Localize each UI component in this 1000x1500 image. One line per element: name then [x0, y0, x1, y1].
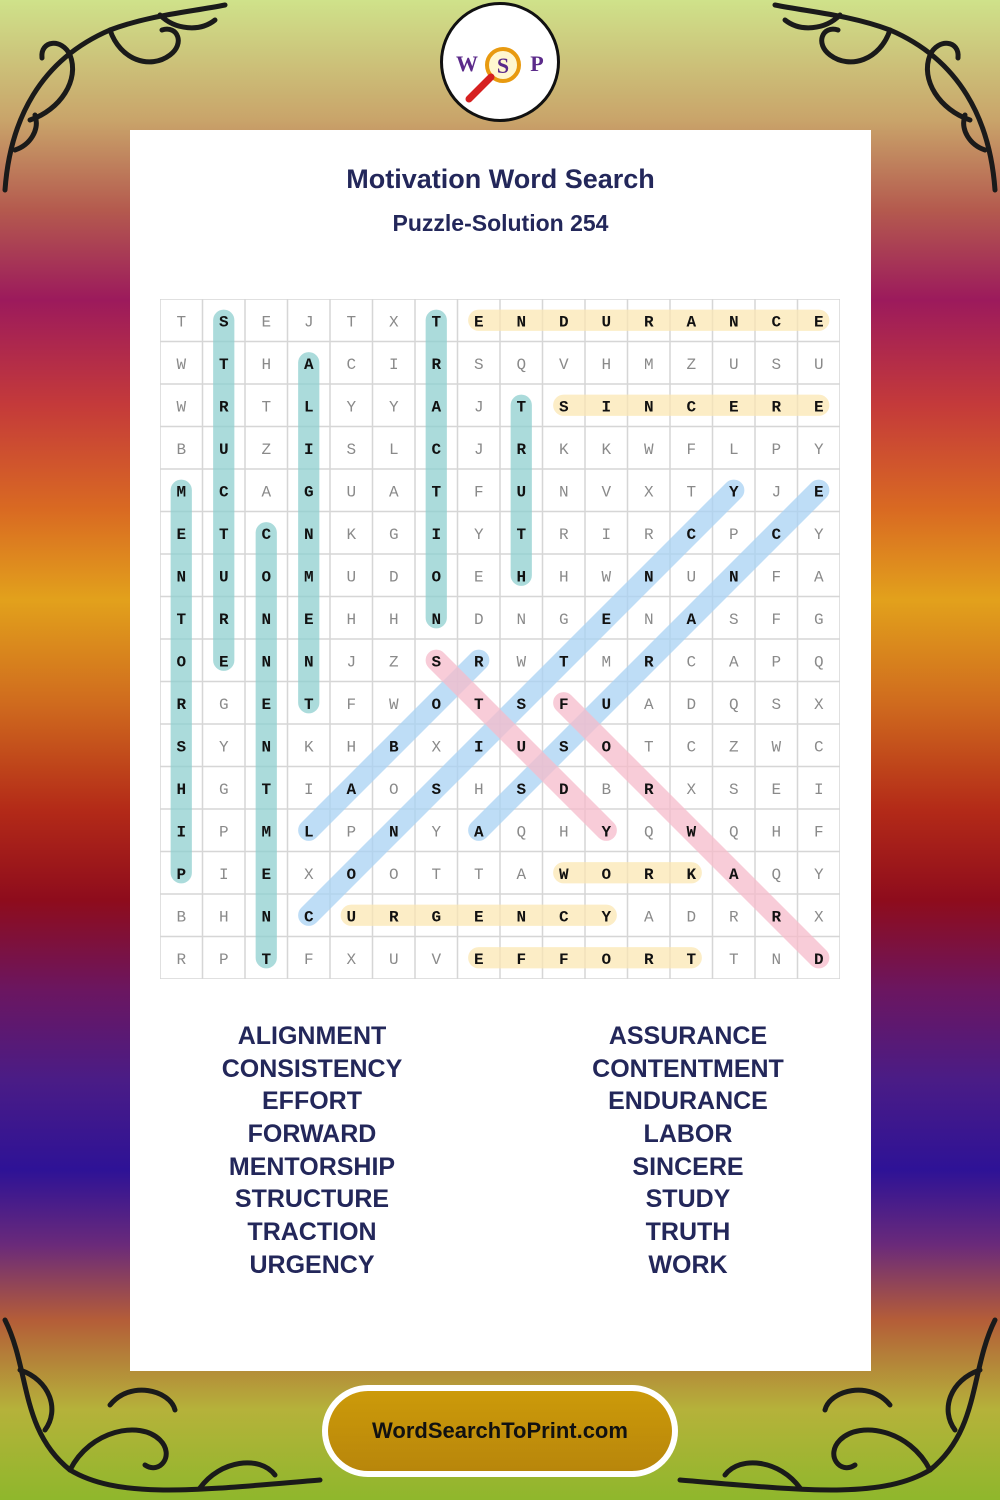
grid-cell-letter[interactable]: H [601, 355, 612, 374]
grid-cell-letter[interactable]: T [516, 398, 527, 417]
grid-cell-letter[interactable]: N [261, 738, 272, 757]
grid-cell-letter[interactable]: X [643, 483, 654, 502]
grid-cell-letter[interactable]: A [728, 653, 739, 672]
grid-cell-letter[interactable]: N [261, 653, 272, 672]
grid-cell-letter[interactable]: F [473, 483, 484, 502]
grid-cell-letter[interactable]: D [388, 568, 399, 587]
grid-cell-letter[interactable]: W [558, 865, 569, 884]
grid-cell-letter[interactable]: N [643, 610, 654, 629]
grid-cell-letter[interactable]: W [388, 695, 399, 714]
grid-cell-letter[interactable]: R [643, 865, 654, 884]
grid-cell-letter[interactable]: X [431, 738, 442, 757]
grid-cell-letter[interactable]: W [771, 738, 782, 757]
grid-cell-letter[interactable]: Y [388, 398, 399, 417]
grid-cell-letter[interactable]: X [813, 908, 824, 927]
grid-cell-letter[interactable]: W [516, 653, 527, 672]
grid-cell-letter[interactable]: Y [473, 525, 484, 544]
grid-cell-letter[interactable]: Z [388, 653, 399, 672]
grid-cell-letter[interactable]: S [728, 610, 739, 629]
grid-cell-letter[interactable]: E [261, 865, 272, 884]
grid-cell-letter[interactable]: G [813, 610, 824, 629]
word-list-left [162, 1020, 462, 1282]
grid-cell-letter[interactable]: R [643, 313, 654, 332]
grid-cell-letter[interactable]: H [473, 780, 484, 799]
page-subtitle: Puzzle-Solution 254 [392, 210, 609, 236]
grid-cell-letter[interactable]: C [686, 398, 697, 417]
grid-cell-letter[interactable]: S [473, 355, 484, 374]
grid-cell-letter[interactable]: S [218, 313, 229, 332]
word-list-item: STRUCTURE [234, 1185, 390, 1214]
grid-cell-letter[interactable]: K [558, 440, 569, 459]
grid-cell-letter[interactable]: R [558, 525, 569, 544]
word-list-item: ALIGNMENT [237, 1022, 387, 1050]
grid-cell-letter[interactable]: N [516, 610, 527, 629]
grid-cell-letter[interactable]: Q [516, 823, 527, 842]
grid-cell-letter[interactable]: R [176, 695, 187, 714]
grid-cell-letter[interactable]: R [431, 355, 442, 374]
grid-cell-letter[interactable]: A [643, 695, 654, 714]
grid-cell-letter[interactable]: G [558, 610, 569, 629]
logo-letter-p: P [530, 51, 544, 76]
grid-cell-letter[interactable]: O [601, 950, 612, 969]
grid-cell-letter[interactable]: R [643, 525, 654, 544]
grid-cell-letter[interactable]: I [473, 738, 484, 757]
grid-cell-letter[interactable]: Q [813, 653, 824, 672]
word-search-grid [160, 299, 840, 979]
grid-cell-letter[interactable]: H [558, 823, 569, 842]
grid-cell-letter[interactable]: Y [601, 908, 612, 927]
grid-cell-letter[interactable]: S [771, 695, 782, 714]
grid-cell-letter[interactable]: N [303, 525, 314, 544]
grid-cell-letter[interactable]: G [303, 483, 314, 502]
grid-cell-letter[interactable]: J [473, 440, 484, 459]
grid-cell-letter[interactable]: E [813, 398, 824, 417]
grid-cell-letter[interactable]: O [431, 695, 442, 714]
grid-cell-letter[interactable]: A [431, 398, 442, 417]
grid-cell-letter[interactable]: C [218, 483, 229, 502]
grid-cell-letter[interactable]: Y [813, 865, 824, 884]
grid-cell-letter[interactable]: A [643, 908, 654, 927]
grid-cell-letter[interactable]: E [813, 483, 824, 502]
grid-cell-letter[interactable]: U [516, 738, 527, 757]
grid-cell-letter[interactable]: W [176, 398, 187, 417]
word-list-item: URGENCY [249, 1250, 375, 1279]
site-link-label: WordSearchToPrint.com [328, 1391, 672, 1471]
grid-cell-letter[interactable]: U [728, 355, 739, 374]
grid-cell-letter[interactable]: I [813, 780, 824, 799]
word-list-item: ENDURANCE [608, 1087, 768, 1116]
grid-cell-letter[interactable]: A [813, 568, 824, 587]
grid-cell-letter[interactable]: M [261, 823, 272, 842]
grid-cell-letter[interactable]: T [686, 483, 697, 502]
grid-cell-letter[interactable]: A [516, 865, 527, 884]
grid-cell-letter[interactable]: T [473, 865, 484, 884]
grid-cell-letter[interactable]: D [686, 695, 697, 714]
grid-cell-letter[interactable]: C [813, 738, 824, 757]
grid-cell-letter[interactable]: I [303, 780, 314, 799]
grid-cell-letter[interactable]: V [558, 355, 569, 374]
grid-cell-letter[interactable]: N [771, 950, 782, 969]
grid-cell-letter[interactable]: Y [813, 440, 824, 459]
grid-cell-letter[interactable]: L [728, 440, 739, 459]
grid-cell-letter[interactable]: X [813, 695, 824, 714]
grid-cell-letter[interactable]: O [346, 865, 357, 884]
grid-cell-letter[interactable]: N [516, 908, 527, 927]
grid-cell-letter[interactable]: T [728, 950, 739, 969]
site-link-button[interactable] [322, 1385, 678, 1477]
grid-cell-letter[interactable]: S [431, 780, 442, 799]
grid-cell-letter[interactable]: C [686, 738, 697, 757]
grid-cell-letter[interactable]: N [728, 568, 739, 587]
grid-cell-letter[interactable]: H [176, 780, 187, 799]
grid-cell-letter[interactable]: S [516, 695, 527, 714]
grid-cell-letter[interactable]: K [601, 440, 612, 459]
grid-cell-letter[interactable]: V [431, 950, 442, 969]
grid-cell-letter[interactable]: E [601, 610, 612, 629]
grid-cell-letter[interactable]: U [218, 568, 229, 587]
grid-cell-letter[interactable]: P [346, 823, 357, 842]
grid-cell-letter[interactable]: J [473, 398, 484, 417]
grid-cell-letter[interactable]: A [346, 780, 357, 799]
magnifier-icon [445, 7, 555, 117]
grid-cell-letter[interactable]: S [558, 738, 569, 757]
grid-cell-letter[interactable]: O [388, 780, 399, 799]
grid-cell-letter[interactable]: F [558, 695, 569, 714]
grid-cell-letter[interactable]: R [473, 653, 484, 672]
grid-cell-letter[interactable]: E [473, 568, 484, 587]
grid-cell-letter[interactable]: A [473, 823, 484, 842]
grid-cell-letter[interactable]: L [303, 823, 314, 842]
grid-cell-letter[interactable]: A [303, 355, 314, 374]
grid-cell-letter[interactable]: I [431, 525, 442, 544]
word-list-item: CONTENTMENT [592, 1054, 784, 1083]
grid-cell-letter[interactable]: Z [686, 355, 697, 374]
grid-cell-letter[interactable]: X [388, 313, 399, 332]
grid-cell-letter[interactable]: H [771, 823, 782, 842]
grid-cell-letter[interactable]: A [261, 483, 272, 502]
grid-cell-letter[interactable]: F [558, 950, 569, 969]
grid-cell-letter[interactable]: E [728, 398, 739, 417]
grid-cell-letter[interactable]: H [346, 738, 357, 757]
grid-cell-letter[interactable]: T [261, 950, 272, 969]
grid-cell-letter[interactable]: K [346, 525, 357, 544]
grid-cell-letter[interactable]: T [346, 313, 357, 332]
grid-cell-letter[interactable]: B [176, 908, 187, 927]
grid-cell-letter[interactable]: E [473, 950, 484, 969]
grid-cell-letter[interactable]: S [516, 780, 527, 799]
grid-cell-letter[interactable]: Z [261, 440, 272, 459]
grid-cell-letter[interactable]: I [176, 823, 187, 842]
grid-cell-letter[interactable]: C [431, 440, 442, 459]
grid-cell-letter[interactable]: M [303, 568, 314, 587]
grid-cell-letter[interactable]: O [601, 865, 612, 884]
grid-cell-letter[interactable]: K [303, 738, 314, 757]
grid-cell-letter[interactable]: X [346, 950, 357, 969]
grid-cell-letter[interactable]: J [303, 313, 314, 332]
grid-cell-letter[interactable]: Y [218, 738, 229, 757]
grid-cell-letter[interactable]: T [473, 695, 484, 714]
grid-cell-letter[interactable]: S [728, 780, 739, 799]
grid-cell-letter[interactable]: P [771, 440, 782, 459]
grid-cell-letter[interactable]: E [176, 525, 187, 544]
grid-cell-letter[interactable]: N [516, 313, 527, 332]
grid-cell-letter[interactable]: F [516, 950, 527, 969]
grid-cell-letter[interactable]: A [388, 483, 399, 502]
grid-cell-letter[interactable]: P [218, 950, 229, 969]
grid-cell-letter[interactable]: R [516, 440, 527, 459]
logo-letter-w: W [456, 51, 478, 76]
word-list-item: EFFORT [262, 1087, 362, 1116]
grid-cell-letter[interactable]: O [601, 738, 612, 757]
grid-cell-letter[interactable]: H [218, 908, 229, 927]
grid-cell-letter[interactable]: G [218, 780, 229, 799]
grid-cell-letter[interactable]: O [388, 865, 399, 884]
grid-cell-letter[interactable]: R [643, 780, 654, 799]
grid-cell-letter[interactable]: J [771, 483, 782, 502]
grid-cell-letter[interactable]: F [686, 440, 697, 459]
grid-cell-letter[interactable]: P [176, 865, 187, 884]
grid-cell-letter[interactable]: T [303, 695, 314, 714]
grid-cell-letter[interactable]: T [176, 313, 187, 332]
grid-cell-letter[interactable]: T [261, 398, 272, 417]
grid-cell-letter[interactable]: E [813, 313, 824, 332]
word-list-item: TRACTION [247, 1218, 377, 1247]
grid-cell-letter[interactable]: P [728, 525, 739, 544]
grid-cell-letter[interactable]: E [473, 908, 484, 927]
grid-cell-letter[interactable]: K [686, 865, 697, 884]
grid-cell-letter[interactable]: C [771, 313, 782, 332]
grid-cell-letter[interactable]: Y [346, 398, 357, 417]
grid-cell-letter[interactable]: R [728, 908, 739, 927]
word-list-right [538, 1020, 838, 1282]
grid-cell-letter[interactable]: D [558, 780, 569, 799]
grid-cell-letter[interactable]: I [601, 398, 612, 417]
grid-cell-letter[interactable]: O [176, 653, 187, 672]
grid-cell-letter[interactable]: S [346, 440, 357, 459]
grid-cell-letter[interactable]: D [558, 313, 569, 332]
grid-cell-letter[interactable]: F [771, 568, 782, 587]
word-list-item: WORK [648, 1250, 728, 1279]
grid-cell-letter[interactable]: E [771, 780, 782, 799]
grid-cell-letter[interactable]: W [601, 568, 612, 587]
grid-cell-letter[interactable]: Y [813, 525, 824, 544]
grid-cell-letter[interactable]: G [388, 525, 399, 544]
grid-cell-letter[interactable]: C [686, 653, 697, 672]
grid-cell-letter[interactable]: Y [431, 823, 442, 842]
grid-cell-letter[interactable]: T [218, 525, 229, 544]
grid-cell-letter[interactable]: T [431, 313, 442, 332]
grid-cell-letter[interactable]: T [431, 483, 442, 502]
grid-cell-letter[interactable]: Y [601, 823, 612, 842]
grid-cell-letter[interactable]: R [388, 908, 399, 927]
grid-cell-letter[interactable]: R [771, 398, 782, 417]
grid-cell-letter[interactable]: M [176, 483, 187, 502]
grid-cell-letter[interactable]: U [516, 483, 527, 502]
word-list-item: FORWARD [247, 1120, 377, 1149]
grid-cell-letter[interactable]: W [643, 440, 654, 459]
grid-cell-letter[interactable]: Z [728, 738, 739, 757]
grid-cell-letter[interactable]: F [303, 950, 314, 969]
grid-cell-letter[interactable]: N [643, 398, 654, 417]
grid-cell-letter[interactable]: V [601, 483, 612, 502]
grid-cell-letter[interactable]: C [261, 525, 272, 544]
grid-cell-letter[interactable]: N [261, 908, 272, 927]
grid-cell-letter[interactable]: S [771, 355, 782, 374]
grid-cell-letter[interactable]: N [303, 653, 314, 672]
grid-cell-letter[interactable]: T [516, 525, 527, 544]
grid-cell-letter[interactable]: J [346, 653, 357, 672]
grid-cell-letter[interactable]: D [473, 610, 484, 629]
grid-cell-letter[interactable]: P [218, 823, 229, 842]
grid-cell-letter[interactable]: N [728, 313, 739, 332]
grid-cell-letter[interactable]: R [176, 950, 187, 969]
grid-cell-letter[interactable]: R [218, 610, 229, 629]
grid-cell-letter[interactable]: T [643, 738, 654, 757]
grid-cell-letter[interactable]: H [346, 610, 357, 629]
grid-cell-letter[interactable]: W [686, 823, 697, 842]
grid-cell-letter[interactable]: Q [728, 695, 739, 714]
grid-cell-letter[interactable]: R [771, 908, 782, 927]
grid-cell-letter[interactable]: E [303, 610, 314, 629]
grid-cell-letter[interactable]: M [643, 355, 654, 374]
grid-cell-letter[interactable]: Q [643, 823, 654, 842]
grid-cell-letter[interactable]: N [261, 610, 272, 629]
grid-cell-letter[interactable]: U [601, 313, 612, 332]
grid-cell-letter[interactable]: S [176, 738, 187, 757]
grid-cell-letter[interactable]: D [686, 908, 697, 927]
grid-cell-letter[interactable]: R [643, 653, 654, 672]
grid-cell-letter[interactable]: T [558, 653, 569, 672]
grid-cell-letter[interactable]: N [431, 610, 442, 629]
grid-cell-letter[interactable]: U [813, 355, 824, 374]
grid-cell-letter[interactable]: I [601, 525, 612, 544]
word-list-item: LABOR [643, 1120, 733, 1149]
grid-cell-letter[interactable]: N [643, 568, 654, 587]
grid-cell-letter[interactable]: A [686, 313, 697, 332]
grid-cell-letter[interactable]: N [388, 823, 399, 842]
grid-cell-letter[interactable]: A [728, 865, 739, 884]
grid-cell-letter[interactable]: G [431, 908, 442, 927]
grid-canvas [160, 299, 840, 979]
grid-cell-letter[interactable]: R [643, 950, 654, 969]
grid-cell-letter[interactable]: I [218, 865, 229, 884]
word-list-item: CONSISTENCY [221, 1054, 403, 1083]
grid-cell-letter[interactable]: B [601, 780, 612, 799]
word-list-item: ASSURANCE [608, 1022, 768, 1050]
grid-cell-letter[interactable]: I [303, 440, 314, 459]
grid-cell-letter[interactable]: F [771, 610, 782, 629]
grid-cell-letter[interactable]: Q [516, 355, 527, 374]
grid-cell-letter[interactable]: H [388, 610, 399, 629]
grid-cell-letter[interactable]: T [176, 610, 187, 629]
grid-cell-letter[interactable]: R [218, 398, 229, 417]
word-list-item: STUDY [645, 1185, 731, 1214]
grid-cell-letter[interactable]: H [516, 568, 527, 587]
grid-cell-letter[interactable]: T [218, 355, 229, 374]
grid-cell-letter[interactable]: U [218, 440, 229, 459]
grid-cell-letter[interactable]: W [176, 355, 187, 374]
grid-cell-letter[interactable]: N [176, 568, 187, 587]
grid-cell-letter[interactable]: S [558, 398, 569, 417]
grid-cell-letter[interactable]: F [813, 823, 824, 842]
word-list-item: TRUTH [645, 1218, 731, 1247]
grid-cell-letter[interactable]: M [601, 653, 612, 672]
word-list-item: MENTORSHIP [228, 1152, 396, 1181]
grid-cell-letter[interactable]: U [686, 568, 697, 587]
grid-cell-letter[interactable]: C [303, 908, 314, 927]
grid-cell-letter[interactable]: D [813, 950, 824, 969]
grid-cell-letter[interactable]: Q [771, 865, 782, 884]
grid-cell-letter[interactable]: I [388, 355, 399, 374]
grid-cell-letter[interactable]: C [771, 525, 782, 544]
grid-cell-letter[interactable]: H [558, 568, 569, 587]
grid-cell-letter[interactable]: C [686, 525, 697, 544]
grid-cell-letter[interactable]: F [346, 695, 357, 714]
grid-cell-letter[interactable]: T [261, 780, 272, 799]
grid-cell-letter[interactable]: A [686, 610, 697, 629]
grid-cell-letter[interactable]: P [771, 653, 782, 672]
grid-cell-letter[interactable]: T [431, 865, 442, 884]
grid-cell-letter[interactable]: B [176, 440, 187, 459]
grid-cell-letter[interactable]: U [346, 483, 357, 502]
grid-cell-letter[interactable]: L [303, 398, 314, 417]
grid-cell-letter[interactable]: E [261, 313, 272, 332]
grid-cell-letter[interactable]: T [686, 950, 697, 969]
grid-cell-letter[interactable]: U [601, 695, 612, 714]
wsp-logo[interactable] [440, 2, 560, 122]
grid-cell-letter[interactable]: E [218, 653, 229, 672]
grid-cell-letter[interactable]: C [346, 355, 357, 374]
grid-cell-letter[interactable]: U [388, 950, 399, 969]
logo-letter-s: S [496, 53, 510, 78]
grid-cell-letter[interactable]: L [388, 440, 399, 459]
word-list-item: SINCERE [632, 1152, 744, 1181]
grid-cell-letter[interactable]: G [218, 695, 229, 714]
grid-cell-letter[interactable]: X [686, 780, 697, 799]
grid-cell-letter[interactable]: U [346, 568, 357, 587]
grid-cell-letter[interactable]: B [388, 738, 399, 757]
grid-cell-letter[interactable]: O [431, 568, 442, 587]
grid-cell-letter[interactable]: Q [728, 823, 739, 842]
grid-cell-letter[interactable]: C [558, 908, 569, 927]
grid-cell-letter[interactable]: X [303, 865, 314, 884]
grid-cell-letter[interactable]: Y [728, 483, 739, 502]
grid-cell-letter[interactable]: E [473, 313, 484, 332]
grid-cell-letter[interactable]: U [346, 908, 357, 927]
grid-cell-letter[interactable]: S [431, 653, 442, 672]
grid-cell-letter[interactable]: E [261, 695, 272, 714]
page-title: Motivation Word Search [346, 164, 655, 194]
grid-cell-letter[interactable]: O [261, 568, 272, 587]
grid-cell-letter[interactable]: N [558, 483, 569, 502]
grid-cell-letter[interactable]: H [261, 355, 272, 374]
